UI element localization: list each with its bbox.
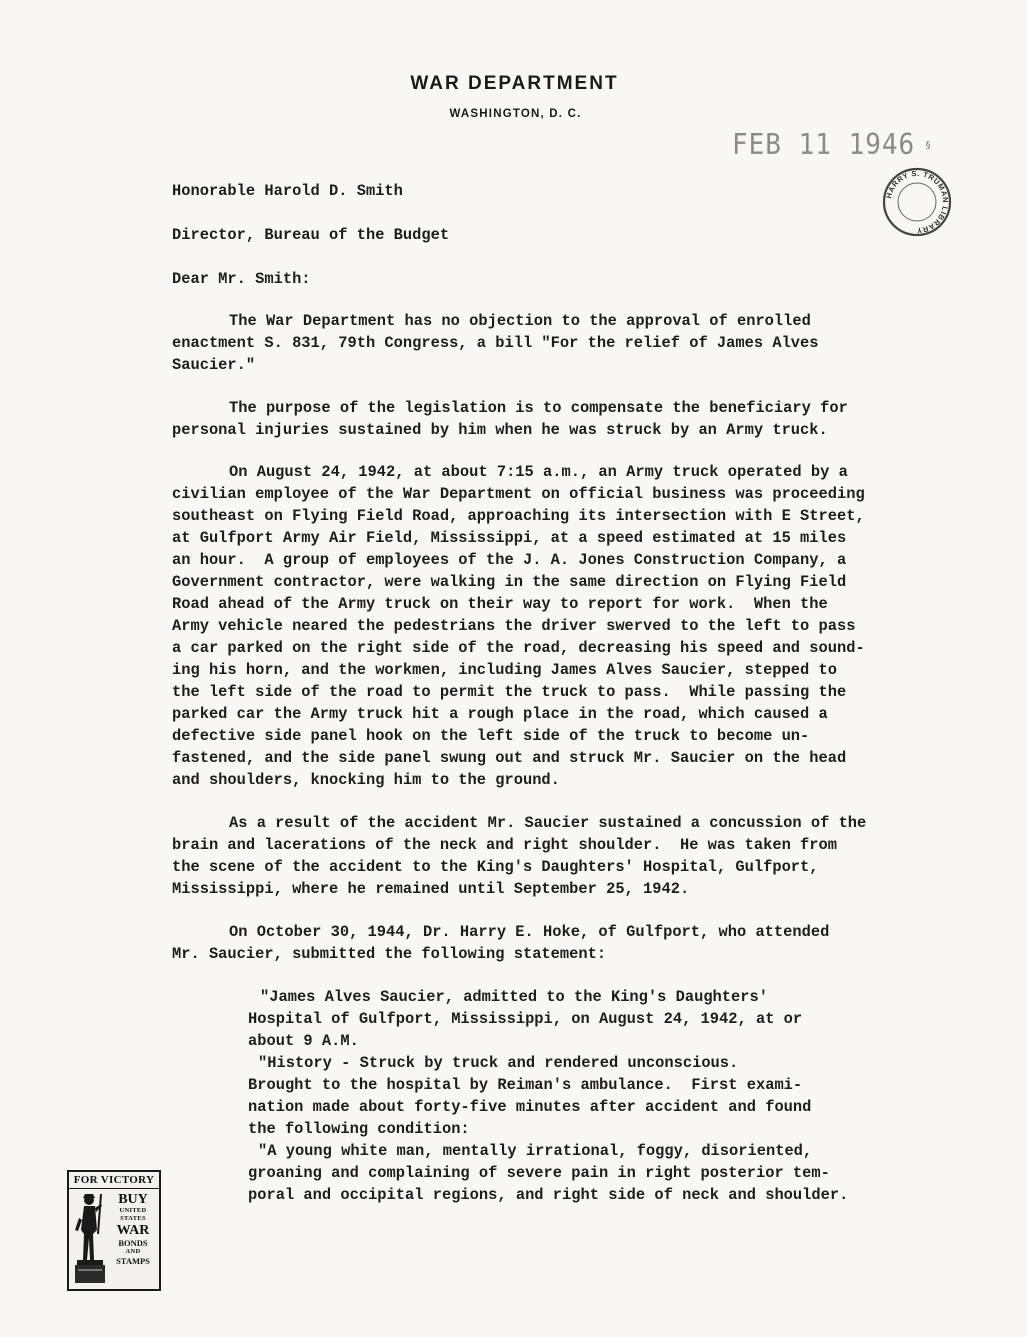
text-line: poral and occipital regions, and right side of neck and shoulder.: [248, 1186, 849, 1204]
letterhead-subtitle: WASHINGTON, D. C.: [449, 108, 582, 120]
addressee-name: Honorable Harold D. Smith: [172, 182, 403, 200]
text-line: a car parked on the right side of the road, decreasing his speed and sound-: [172, 639, 865, 657]
text-line: Government contractor, were walking in the same direction on Flying Field: [172, 573, 847, 591]
text-line: the following condition:: [248, 1120, 470, 1138]
war-bonds-poster: [67, 1170, 161, 1291]
text-line: The purpose of the legislation is to compensate the beneficiary for: [229, 399, 848, 417]
text-line: "James Alves Saucier, admitted to the King's Daughters': [260, 988, 768, 1006]
text-line: the left side of the road to permit the truck to pass. While passing the: [172, 683, 847, 701]
text-line: On August 24, 1942, at about 7:15 a.m., an Army truck operated by a: [229, 463, 848, 481]
text-line: The War Department has no objection to the approval of enrolled: [229, 312, 811, 330]
poster-stamps: STAMPS: [116, 1256, 150, 1266]
text-line: about 9 A.M.: [248, 1032, 359, 1050]
poster-and: AND: [125, 1248, 141, 1255]
text-line: the scene of the accident to the King's Daughters' Hospital, Gulfport,: [172, 858, 819, 876]
text-line: groaning and complaining of severe pain in right posterior tem-: [248, 1164, 830, 1182]
poster-united: UNITED: [119, 1207, 147, 1214]
text-line: "History - Struck by truck and rendered unconscious.: [258, 1054, 739, 1072]
text-line: enactment S. 831, 79th Congress, a bill "For the relief of James Alves: [172, 334, 819, 352]
received-date-stamp: FEB 11 1946: [732, 128, 916, 162]
text-line: Mr. Saucier, submitted the following statement:: [172, 945, 607, 963]
minuteman-statue-icon: [71, 1190, 111, 1286]
letterhead-title: WAR DEPARTMENT: [410, 73, 619, 94]
text-line: On October 30, 1944, Dr. Harry E. Hoke, of Gulfport, who attended: [229, 923, 830, 941]
text-line: Brought to the hospital by Reiman's ambulance. First exami-: [248, 1076, 803, 1094]
text-line: at Gulfport Army Air Field, Mississippi, at a speed estimated at 15 miles: [172, 529, 847, 547]
text-line: nation made about forty-five minutes after accident and found: [248, 1098, 812, 1116]
poster-war: WAR: [116, 1223, 150, 1238]
seal-text: HARRY S. TRUMAN LIBRARY: [884, 168, 951, 236]
seal-mark: §: [925, 140, 932, 151]
poster-text: [107, 1192, 159, 1266]
salutation: Dear Mr. Smith:: [172, 270, 311, 288]
poster-buy: BUY: [118, 1192, 148, 1207]
text-line: Mississippi, where he remained until September 25, 1942.: [172, 880, 690, 898]
poster-headline: FOR VICTORY: [69, 1172, 159, 1189]
text-line: defective side panel hook on the left side of the truck to become un-: [172, 727, 810, 745]
text-line: As a result of the accident Mr. Saucier sustained a concussion of the: [229, 814, 867, 832]
addressee-title: Director, Bureau of the Budget: [172, 226, 450, 244]
text-line: Saucier.": [172, 356, 256, 374]
poster-bonds: BONDS: [118, 1238, 148, 1248]
text-line: ing his horn, and the workmen, including James Alves Saucier, stepped to: [172, 661, 837, 679]
text-line: and shoulders, knocking him to the ground.: [172, 771, 560, 789]
text-line: an hour. A group of employees of the J. A. Jones Construction Company, a: [172, 551, 847, 569]
text-line: personal injuries sustained by him when he was struck by an Army truck.: [172, 421, 828, 439]
text-line: parked car the Army truck hit a rough place in the road, which caused a: [172, 705, 828, 723]
text-line: brain and lacerations of the neck and right shoulder. He was taken from: [172, 836, 837, 854]
text-line: Road ahead of the Army truck on their way to report for work. When the: [172, 595, 828, 613]
text-line: southeast on Flying Field Road, approaching its intersection with E Street,: [172, 507, 865, 525]
text-line: fastened, and the side panel swung out and struck Mr. Saucier on the head: [172, 749, 847, 767]
text-line: Army vehicle neared the pedestrians the driver swerved to the left to pass: [172, 617, 856, 635]
text-line: Hospital of Gulfport, Mississippi, on August 24, 1942, at or: [248, 1010, 803, 1028]
text-line: civilian employee of the War Department on official business was proceeding: [172, 485, 865, 503]
text-line: "A young white man, mentally irrational, foggy, disoriented,: [258, 1142, 813, 1160]
poster-states: STATES: [120, 1215, 146, 1222]
